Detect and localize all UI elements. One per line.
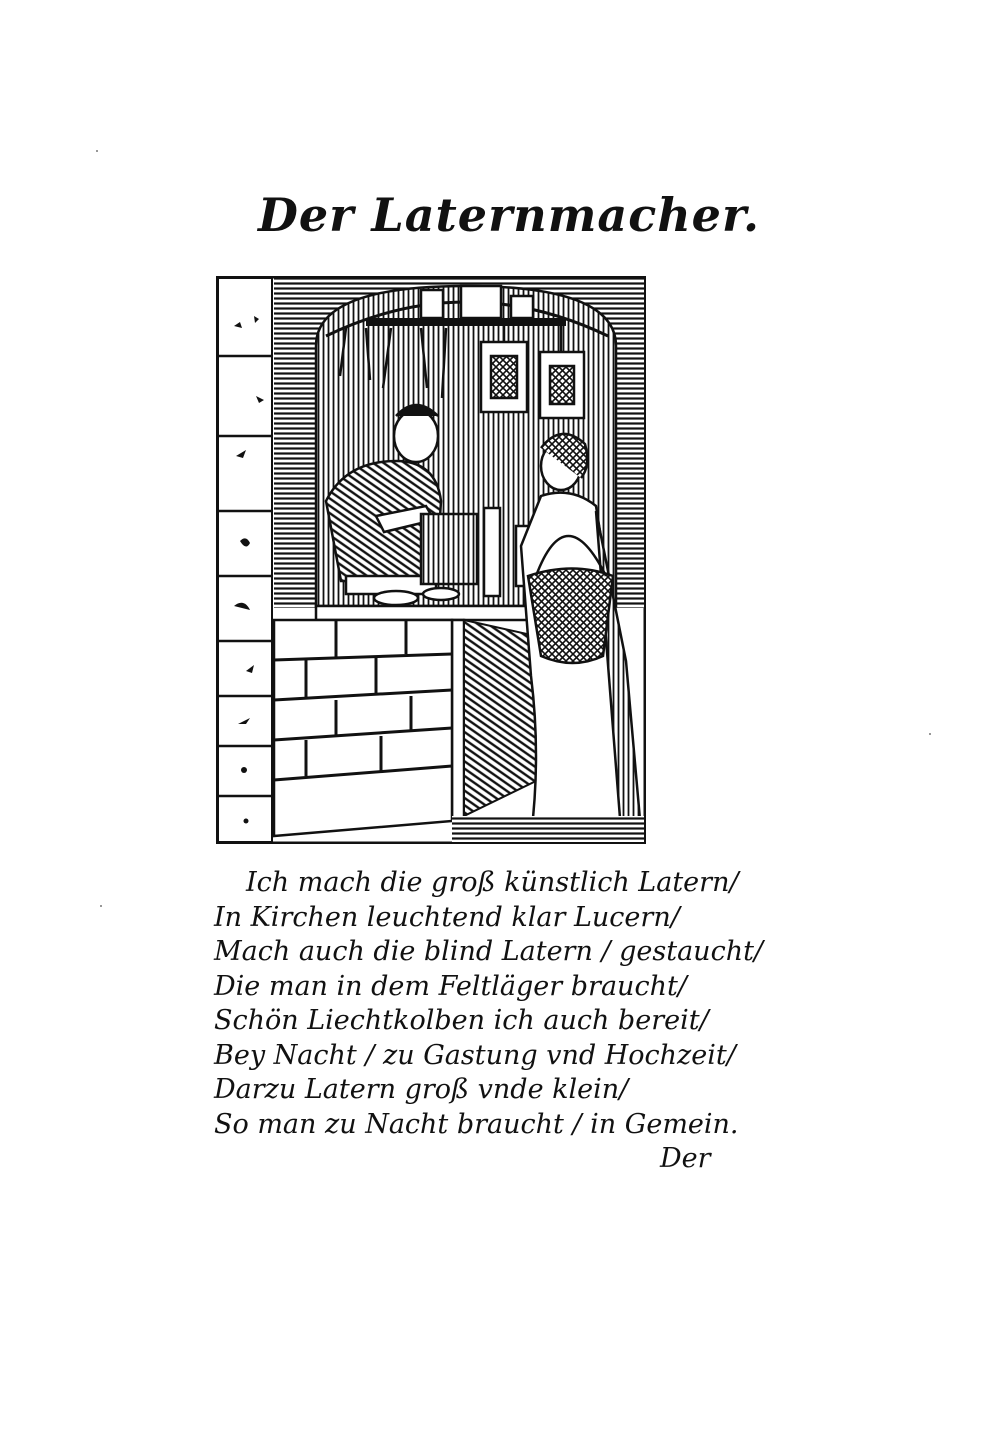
- paper-speck: [929, 733, 931, 735]
- verse-line: Darzu Latern groß vnde klein/: [214, 1074, 629, 1105]
- woodcut-illustration: [216, 276, 646, 844]
- paper-speck: [96, 150, 98, 152]
- verse-line: Schön Liechtkolben ich auch bereit/: [214, 1005, 709, 1036]
- verse-line: In Kirchen leuchtend klar Lucern/: [214, 901, 680, 933]
- catchword: Der: [660, 1143, 711, 1174]
- verse-line: So man zu Nacht braucht / in Gemein.: [214, 1108, 739, 1140]
- verse-line: Ich mach die groß künstlich Latern/: [246, 867, 739, 898]
- page-title: Der Laternmacher.: [258, 188, 760, 242]
- stone-column: [218, 278, 272, 842]
- verse-text: [214, 866, 764, 1142]
- verse-line: Bey Nacht / zu Gastung vnd Hochzeit/: [214, 1039, 736, 1071]
- verse-line: Mach auch die blind Latern / gestaucht/: [214, 936, 764, 967]
- verse-line: Die man in dem Feltläger braucht/: [214, 970, 687, 1002]
- paper-speck: [100, 905, 102, 907]
